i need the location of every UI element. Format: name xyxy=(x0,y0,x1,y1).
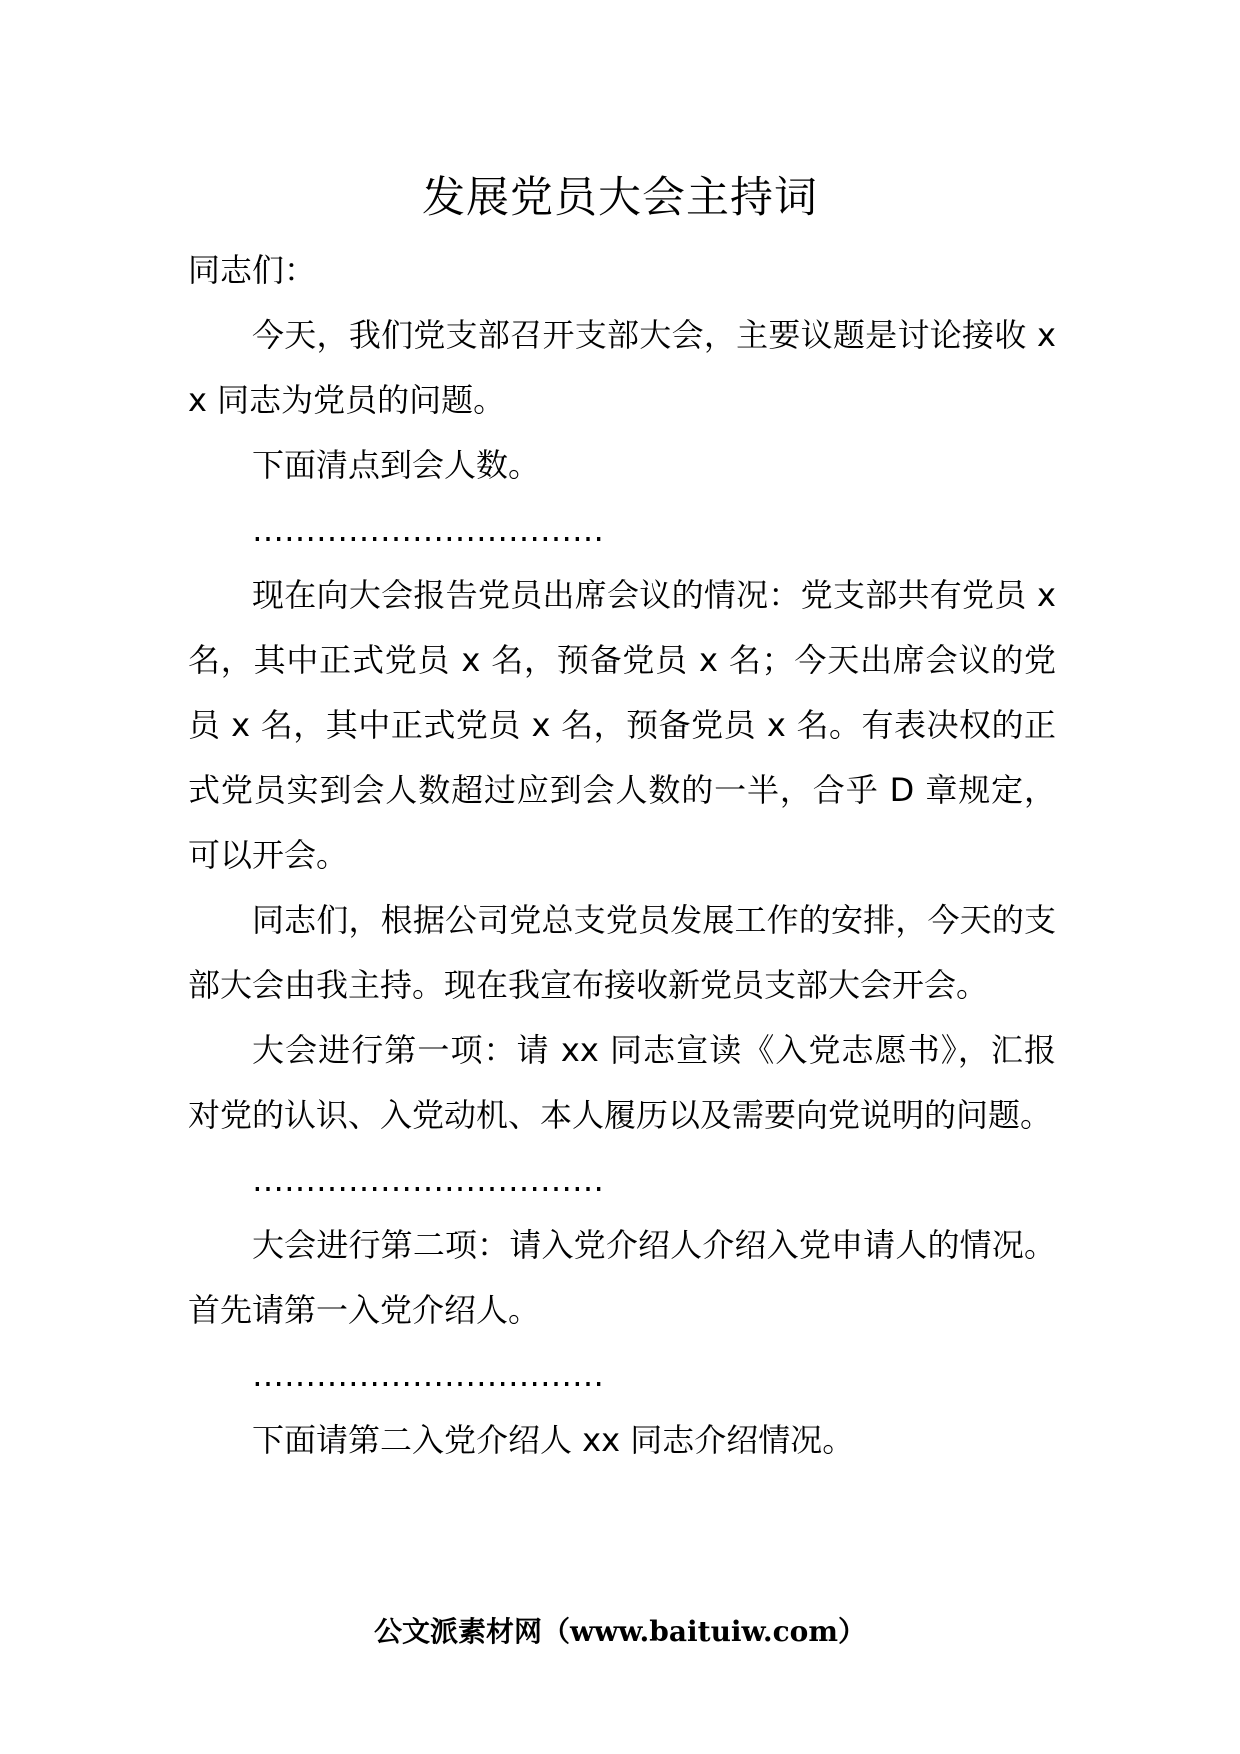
paragraph-item-two: 大会进行第二项：请入党介绍人介绍入党申请人的情况。首先请第一入党介绍人。 xyxy=(188,1226,1056,1329)
ellipsis-line: …………………………… xyxy=(252,511,604,549)
footer-source-watermark: 公文派素材网（www.baituiw.com） xyxy=(374,1615,866,1648)
ellipsis-line: …………………………… xyxy=(252,1161,604,1199)
paragraph-opening: 今天，我们党支部召开支部大会，主要议题是讨论接收 xx 同志为党员的问题。 xyxy=(188,316,1056,419)
document-title: 发展党员大会主持词 xyxy=(422,173,818,223)
ellipsis-line: …………………………… xyxy=(252,1356,604,1394)
paragraph-attendance-report: 现在向大会报告党员出席会议的情况：党支部共有党员 x 名，其中正式党员 x 名，预备党员 x 名；今天出席会议的党员 x 名，其中正式党员 x 名，预备党员 x 名。有表决权的正式党员实到会人数超过应到会人数的一半，合乎 D 章规定，可以开会。 xyxy=(188,576,1056,874)
paragraph-item-one: 大会进行第一项：请 xx 同志宣读《入党志愿书》，汇报对党的认识、入党动机、本人履历以及需要向党说明的问题。 xyxy=(188,1031,1056,1134)
salutation: 同志们： xyxy=(188,251,317,289)
document-body xyxy=(188,238,1056,1473)
paragraph-roll-call: 下面清点到会人数。 xyxy=(252,446,541,484)
paragraph-meeting-open: 同志们，根据公司党总支党员发展工作的安排，今天的支部大会由我主持。现在我宣布接收新党员支部大会开会。 xyxy=(188,901,1056,1004)
paragraph-second-introducer: 下面请第二入党介绍人 xx 同志介绍情况。 xyxy=(252,1421,855,1459)
